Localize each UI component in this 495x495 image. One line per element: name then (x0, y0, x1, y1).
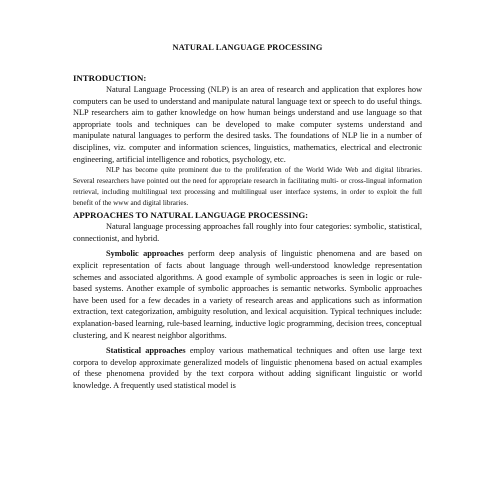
symbolic-body-text: perform deep analysis of linguistic phenomena and are based on explicit representation of facts about language through well-understood knowledge representation schemes and associated algorithms. A good example of symbolic approaches is seen in logic or rule-based systems. Another example of symbolic approaches is semantic networks. Symbolic approaches have been used for a few decades in a variety of research areas and applications such as information extraction, text categorization, ambiguity resolution, and lexical acquisition. Typical techniques include: explanation-based learning, rule-based learning, inductive logic programming, decision trees, conceptual clustering, and K nearest neighbor algorithms. (73, 249, 422, 340)
statistical-paragraph (73, 345, 422, 391)
intro-paragraph-1: Natural Language Processing (NLP) is an area of research and application that explores how computers can be used to understand and manipulate natural language text or speech to do useful things. NLP researchers aim to gather knowledge on how human beings understand and use language so that appropriate tools and techniques can be developed to make computer systems understand and manipulate natural languages to perform the desired tasks. The foundations of NLP lie in a number of disciplines, viz. computer and information sciences, linguistics, mathematics, electrical and electronic engineering, artificial intelligence and robotics, psychology, etc. (73, 85, 422, 164)
statistical-lead-term: Statistical approaches (106, 346, 186, 356)
document-title: NATURAL LANGUAGE PROCESSING (172, 43, 323, 52)
section-heading-introduction: INTRODUCTION: (73, 73, 147, 83)
statistical-body-text: employ various mathematical techniques and often use large text corpora to develop approximate generalized models of linguistic phenomena based on actual examples of these phenomena provided by the text corpora without adding significant linguistic or world knowledge. A frequently used statistical model is (73, 346, 422, 390)
section-heading-approaches: APPROACHES TO NATURAL LANGUAGE PROCESSING: (73, 210, 309, 221)
approaches-paragraph-1: Natural language processing approaches fall roughly into four categories: symbolic, statistical, connectionist, and hybrid. (73, 222, 422, 243)
intro-paragraph-2: NLP has become quite prominent due to the proliferation of the World Wide Web and digital libraries. Several researchers have pointed out the need for appropriate research in facilitating multi- or cross-lingual information retrieval, including multilingual text processing and multilingual user interface systems, in order to exploit the full benefit of the www and digital libraries. (73, 166, 422, 208)
symbolic-paragraph (73, 248, 422, 341)
symbolic-lead-term: Symbolic approaches (106, 249, 184, 259)
